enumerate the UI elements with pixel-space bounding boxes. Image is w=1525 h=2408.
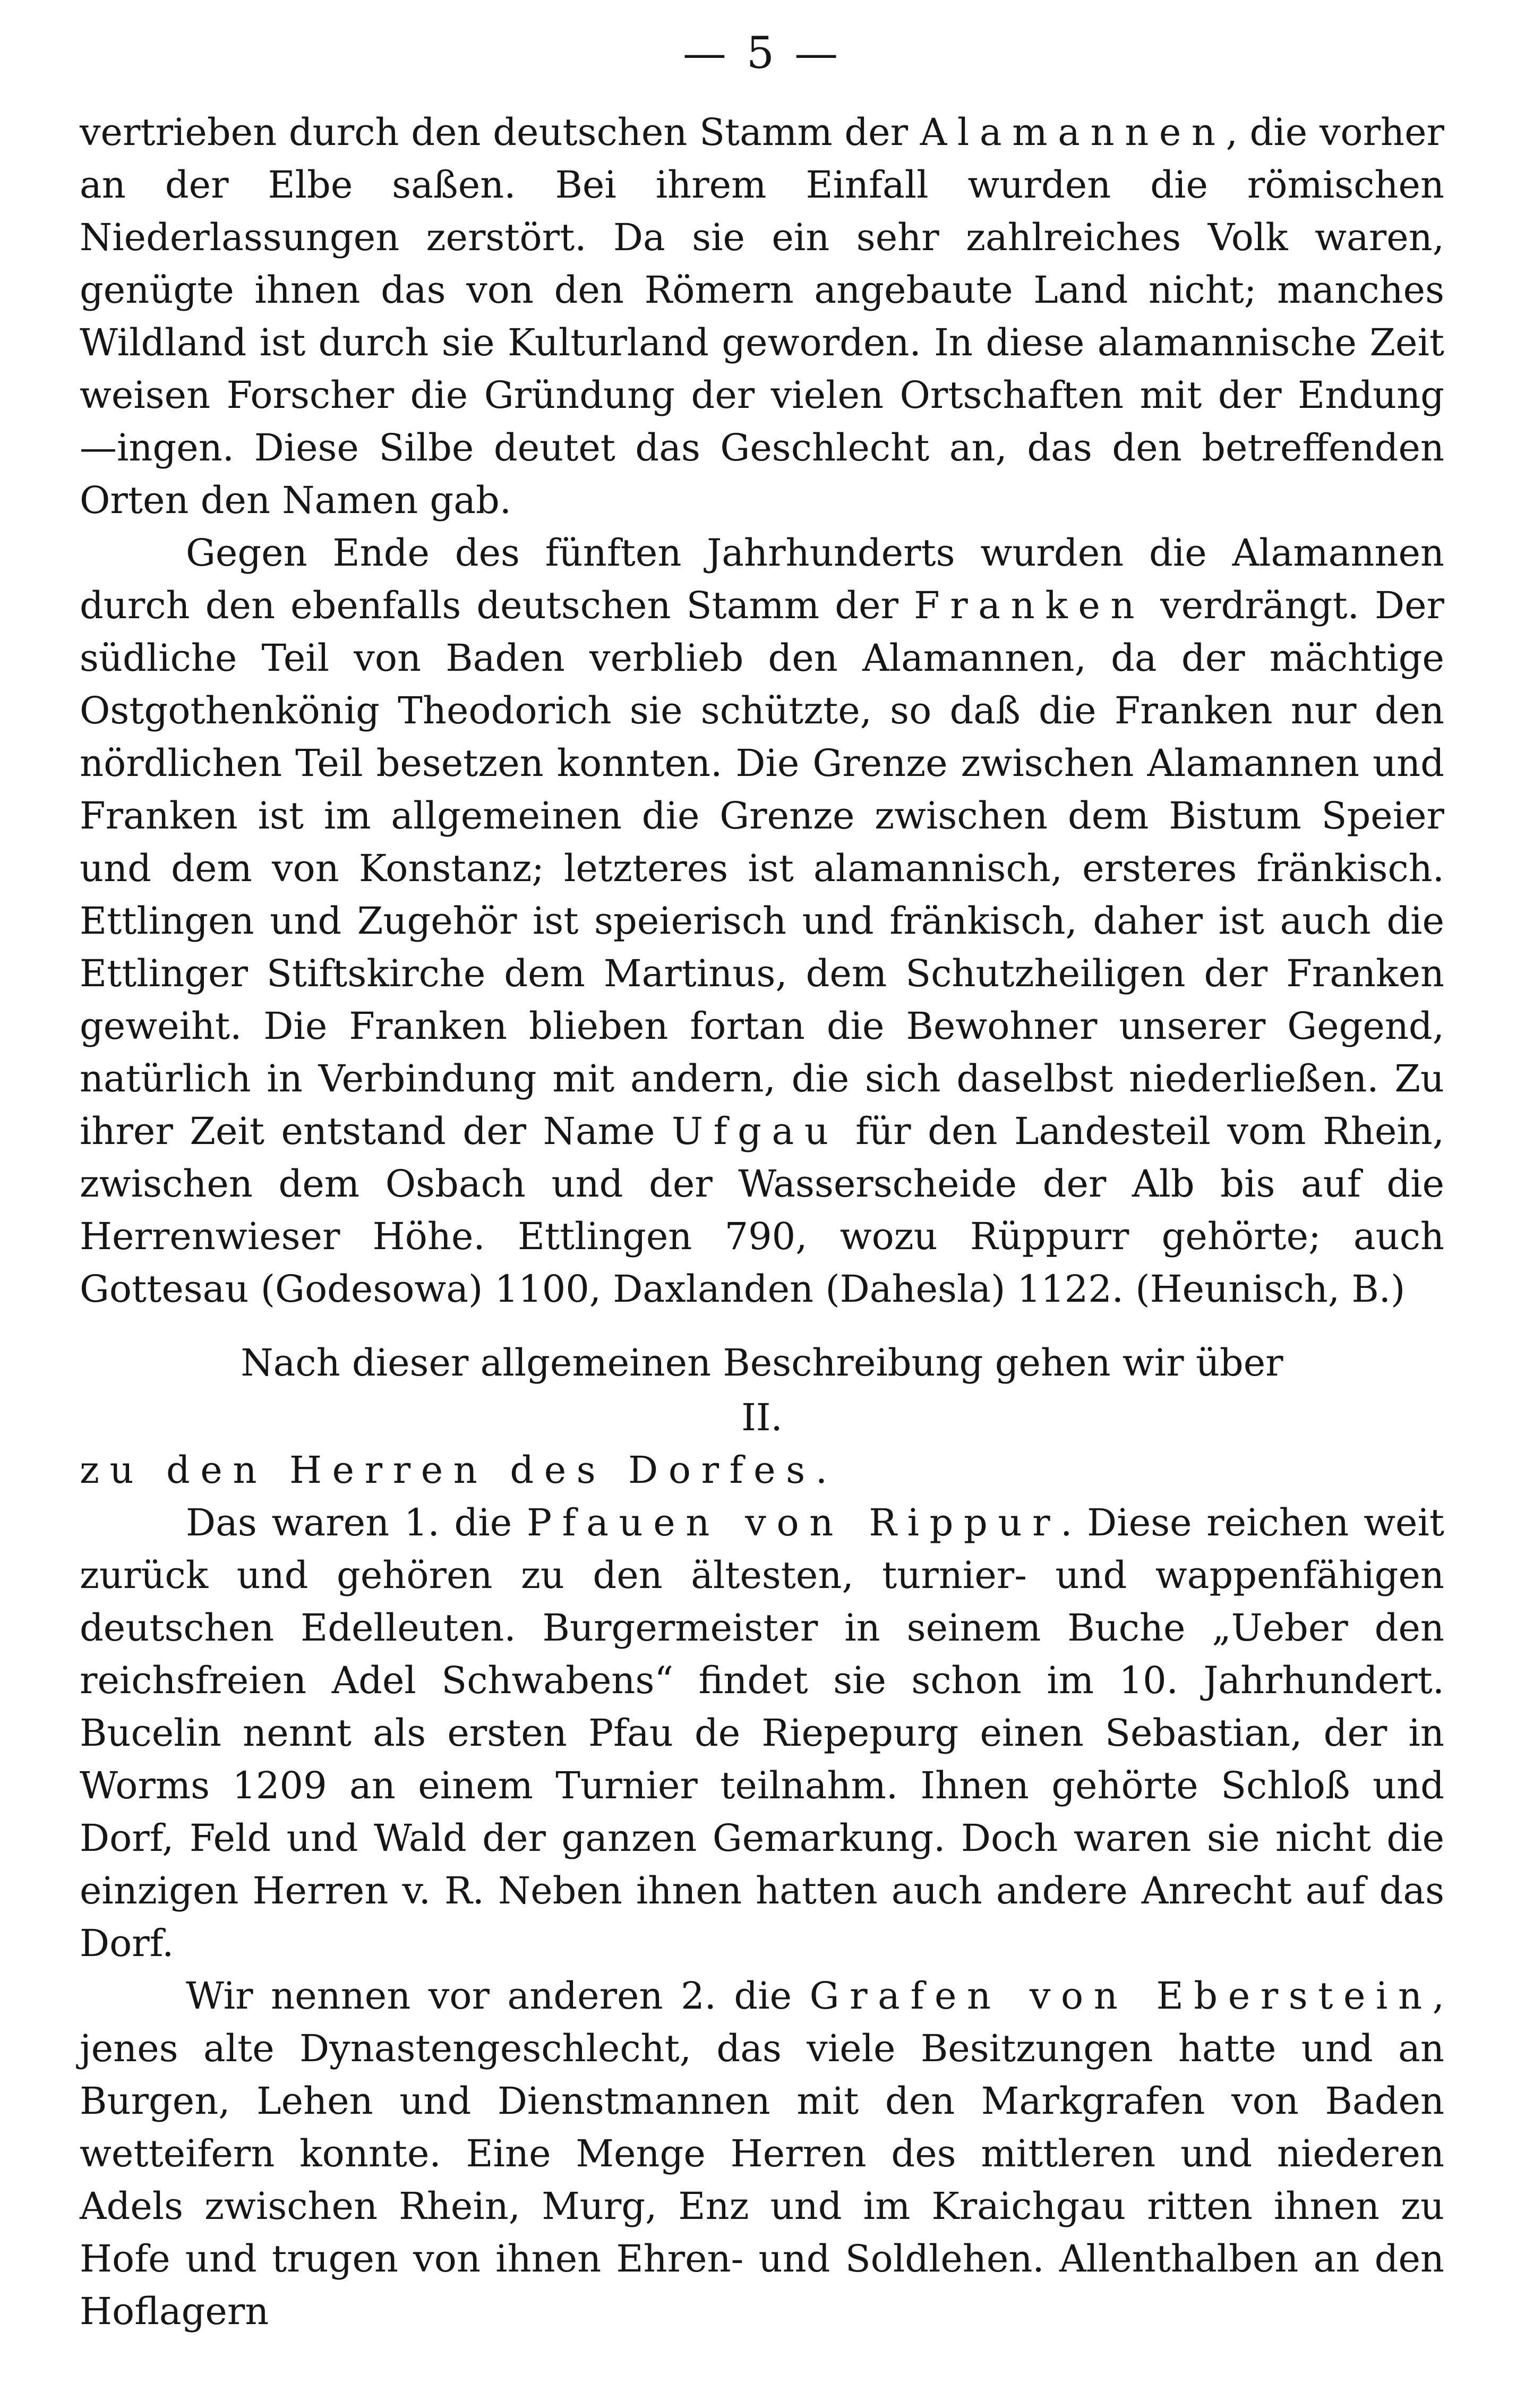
paragraph-eberstein [80,1970,1444,2338]
section-numeral: II. [741,1396,783,1439]
spaced-emphasis: Pfauen von Rippur [526,1501,1061,1544]
paragraph-franken [80,527,1444,1316]
text-run: verdrängt. Der südliche Teil von Baden verblieb den Alamannen, da der mächtige Ostgothenkönig Theodorich sie schützte, so daß die Franken nur den nördlichen Teil besetzen konnten. Die Grenze zwischen Alamannen und Franken ist im allgemeinen die Grenze zwischen dem Bistum Speier und dem von Konstanz; letzteres ist alamannisch, ersteres fränkisch. Ettlingen und Zugehör ist speierisch und fränkisch, daher ist auch die Ettlinger Stiftskirche dem Martinus, dem Schutzheiligen der Franken geweiht. Die Franken blieben fortan die Bewohner unserer Gegend, natürlich in Verbindung mit andern, die sich daselbst niederließen. Zu ihrer Zeit entstand der Name [80,584,1444,1153]
page-number: — 5 — [682,28,842,79]
text-run: Das waren 1. die [186,1501,527,1544]
paragraph-pfauen [80,1497,1444,1970]
section-heading [80,1444,1444,1497]
spaced-emphasis: Franken [914,584,1145,627]
text-run: . [815,1448,827,1492]
text-run: , jenes alte Dynastengeschlecht, das viele Besitzungen hatte und an Burgen, Lehen und Dienstmannen mit den Markgrafen von Baden wetteifern konnte. Eine Menge Herren des mittleren und niederen Adels zwischen Rhein, Murg, Enz und im Kraichgau ritten ihnen zu Hofe und trugen von ihnen Ehren- und Soldlehen. Allenthalben an den Hoflagern [80,1974,1444,2333]
book-page [80,28,1445,2390]
spaced-emphasis: Alamannen [920,110,1226,154]
text-run: Wir nennen vor anderen 2. die [186,1974,810,2018]
paragraph-alamannen [80,106,1444,527]
spaced-emphasis: zu den Herren des Dorfes [80,1448,816,1492]
text-run: Gegen Ende des fünften Jahrhunderts wurden die Alamannen durch den ebenfalls deutschen Stamm der [80,531,1444,627]
paragraph-transition [80,1337,1444,1389]
text-run: , die vorher an der Elbe saßen. Bei ihrem Einfall wurden die römischen Niederlassungen zerstört. Da sie ein sehr zahlreiches Volk waren, genügte ihnen das von den Römern angebaute Land nicht; manches Wildland ist durch sie Kulturland geworden. In diese alamannische Zeit weisen Forscher die Gründung der vielen Ortschaften mit der Endung —ingen. Diese Silbe deutet das Geschlecht an, das den betreffenden Orten den Namen gab. [80,110,1445,522]
text-run: vertrieben durch den deutschen Stamm der [80,110,920,154]
text-run: Nach dieser allgemeinen Beschreibung gehen wir über [241,1341,1283,1385]
text-run: für den Landesteil vom Rhein, zwischen dem Osbach und der Wasserscheide der Alb bis auf die Herrenwieser Höhe. Ettlingen 790, wozu Rüppurr gehörte; auch Gottesau (Godesowa) 1100, Daxlanden (Dahesla) 1122. (Heunisch, B.) [80,1109,1444,1311]
spaced-emphasis: Ufgau [672,1109,839,1153]
text-run: . Diese reichen weit zurück und gehören zu den ältesten, turnier- und wappenfähigen deutschen Edelleuten. Burgermeister in seinem Buche „Ueber den reichsfreien Adel Schwabens“ findet sie schon im 10. Jahrhundert. Bucelin nennt als ersten Pfau de Riepepurg einen Sebastian, der in Worms 1209 an einem Turnier teilnahm. Ihnen gehörte Schloß und Dorf, Feld und Wald der ganzen Gemarkung. Doch waren sie nicht die einzigen Herren v. R. Neben ihnen hatten auch andere Anrecht auf das Dorf. [80,1501,1444,1965]
spaced-emphasis: Grafen von Eberstein [809,1974,1433,2018]
